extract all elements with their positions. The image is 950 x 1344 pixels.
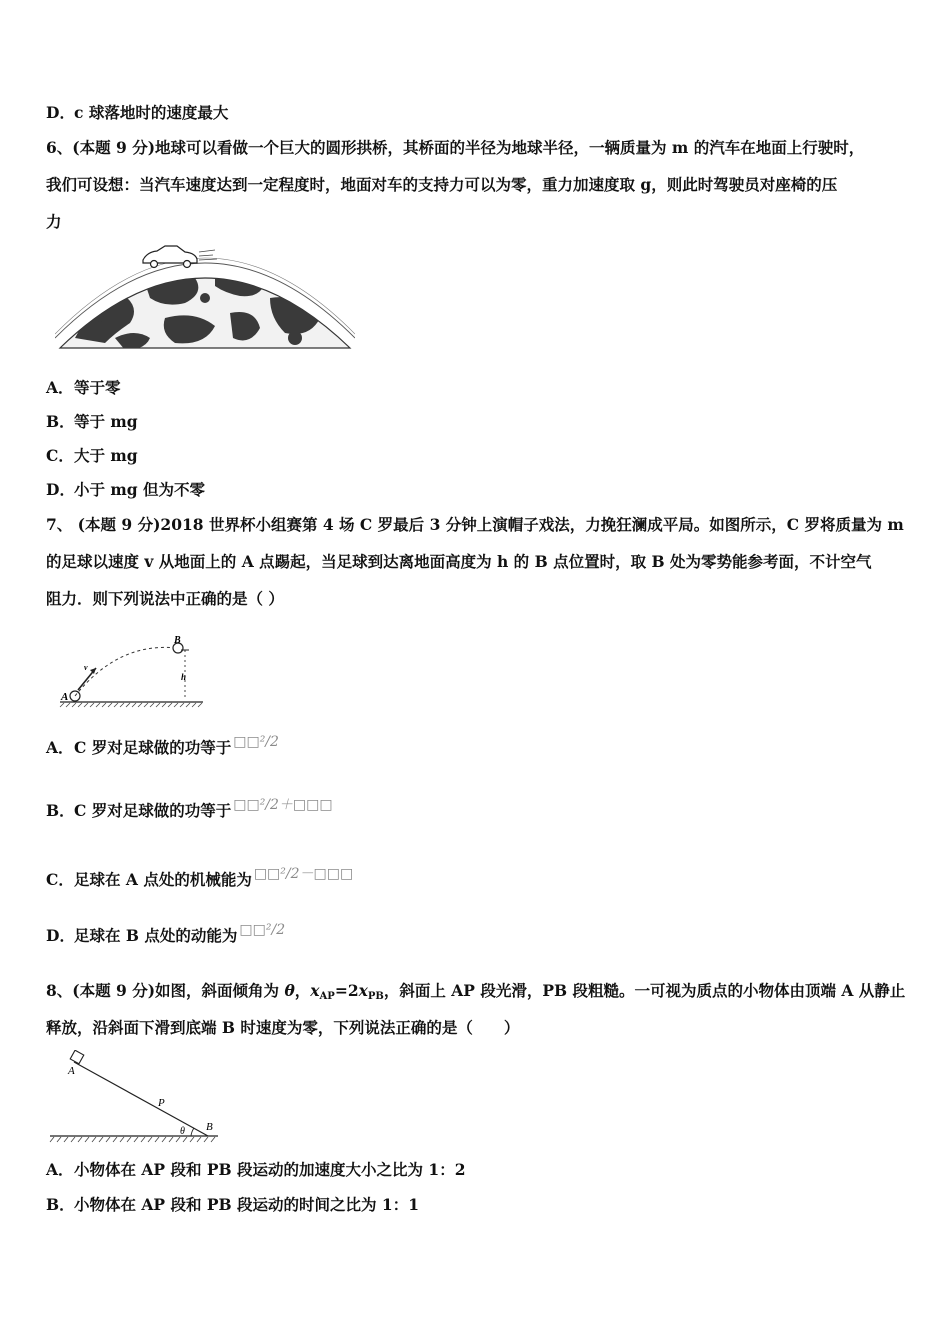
q6-stem-line2: 我们可设想：当汽车速度达到一定程度时，地面对车的支持力可以为零，重力加速度取 g，则此时驾驶员对座椅的压: [46, 175, 838, 194]
option-label: C．: [46, 870, 74, 889]
option-label: A．: [46, 378, 74, 397]
q6-option-b: [46, 412, 138, 432]
q6-option-a: [46, 378, 121, 398]
option-label: D．: [46, 480, 75, 499]
option-text: C 罗对足球做的功等于: [74, 738, 232, 757]
option-text: 足球在 A 点处的机械能为: [74, 870, 252, 889]
q7-stem-line2: 的足球以速度 v 从地面上的 A 点踢起，当足球到达离地面高度为 h 的 B 点位置时，取 B 处为零势能参考面，不计空气: [46, 552, 872, 571]
football-trajectory-figure: [58, 632, 208, 708]
q6-stem-line3: 力: [46, 212, 62, 231]
option-label: B．: [46, 801, 75, 820]
option-text: 小物体在 AP 段和 PB 段运动的时间之比为 1：1: [74, 1195, 419, 1214]
option-text: 小物体在 AP 段和 PB 段运动的加速度大小之比为 1：2: [74, 1160, 466, 1179]
q7-stem-line3: 阻力．则下列说法中正确的是（ ）: [46, 589, 284, 608]
q7-option-d: [46, 922, 286, 947]
label-theta: θ: [180, 1126, 185, 1137]
incline-figure: [48, 1050, 223, 1146]
q8-x-symbol: x: [310, 981, 320, 1000]
q6-stem-line1: 6、(本题 9 分)地球可以看做一个巨大的圆形拱桥，其桥面的半径为地球半径，一辆质量为 m 的汽车在地面上行驶时，: [46, 138, 865, 157]
q5-option-d: [46, 103, 228, 123]
option-label: C．: [46, 446, 74, 465]
label-a: A: [61, 691, 69, 703]
option-text: 足球在 B 点处的动能为: [74, 926, 238, 945]
option-text: 等于 mg: [74, 412, 138, 431]
label-b: B: [206, 1121, 213, 1133]
option-label: B．: [46, 412, 75, 431]
car-icon: [143, 246, 217, 268]
q8-option-b: [46, 1195, 419, 1215]
option-label: D．: [46, 926, 75, 945]
q8-sub-pb: PB: [367, 991, 384, 1002]
q8-stem-line1: [46, 981, 905, 1007]
q8-eq: =2: [334, 981, 359, 1000]
option-label: A．: [46, 1160, 74, 1179]
label-p: P: [158, 1097, 165, 1109]
option-label: A．: [46, 738, 74, 757]
option-label: B．: [46, 1195, 75, 1214]
q7-option-c: [46, 866, 354, 891]
earth-car-figure: [55, 238, 355, 356]
formula: □□²/2－□□□: [253, 866, 354, 882]
label-b: B: [174, 635, 181, 646]
q6-option-c: [46, 446, 138, 466]
q8-stem-line2: 释放，沿斜面下滑到底端 B 时速度为零，下列说法正确的是（ ）: [46, 1018, 520, 1037]
q7-stem-line1: 7、 (本题 9 分)2018 世界杯小组赛第 4 场 C 罗最后 3 分钟上演帽子戏法，力挽狂澜成平局。如图所示，C 罗将质量为 m: [46, 515, 904, 534]
q7-option-b: [46, 797, 333, 822]
option-text: 大于 mg: [74, 446, 138, 465]
q8-text-a: 8、(本题 9 分)如图，斜面倾角为: [46, 981, 285, 1000]
q8-option-a: [46, 1160, 466, 1180]
q8-theta: θ: [284, 981, 295, 1000]
label-h: h: [181, 672, 187, 682]
q8-x-symbol-2: x: [358, 981, 368, 1000]
q7-option-a: [46, 734, 279, 759]
q8-sub-ap: AP: [319, 991, 335, 1002]
q8-text-c: ，斜面上 AP 段光滑，PB 段粗糙。一可视为质点的小物体由顶端 A 从静止: [383, 981, 906, 1000]
option-text: c 球落地时的速度最大: [74, 103, 229, 122]
formula: □□²/2＋□□□: [233, 797, 333, 813]
formula: □□²/2: [239, 922, 286, 938]
label-v: v: [84, 663, 88, 672]
label-a: A: [68, 1065, 75, 1077]
q8-text-b: ，: [294, 981, 311, 1000]
formula: □□²/2: [233, 734, 279, 750]
option-label: D．: [46, 103, 75, 122]
q6-option-d: [46, 480, 205, 500]
option-text: 小于 mg 但为不零: [74, 480, 206, 499]
option-text: 等于零: [74, 378, 121, 397]
option-text: C 罗对足球做的功等于: [74, 801, 232, 820]
